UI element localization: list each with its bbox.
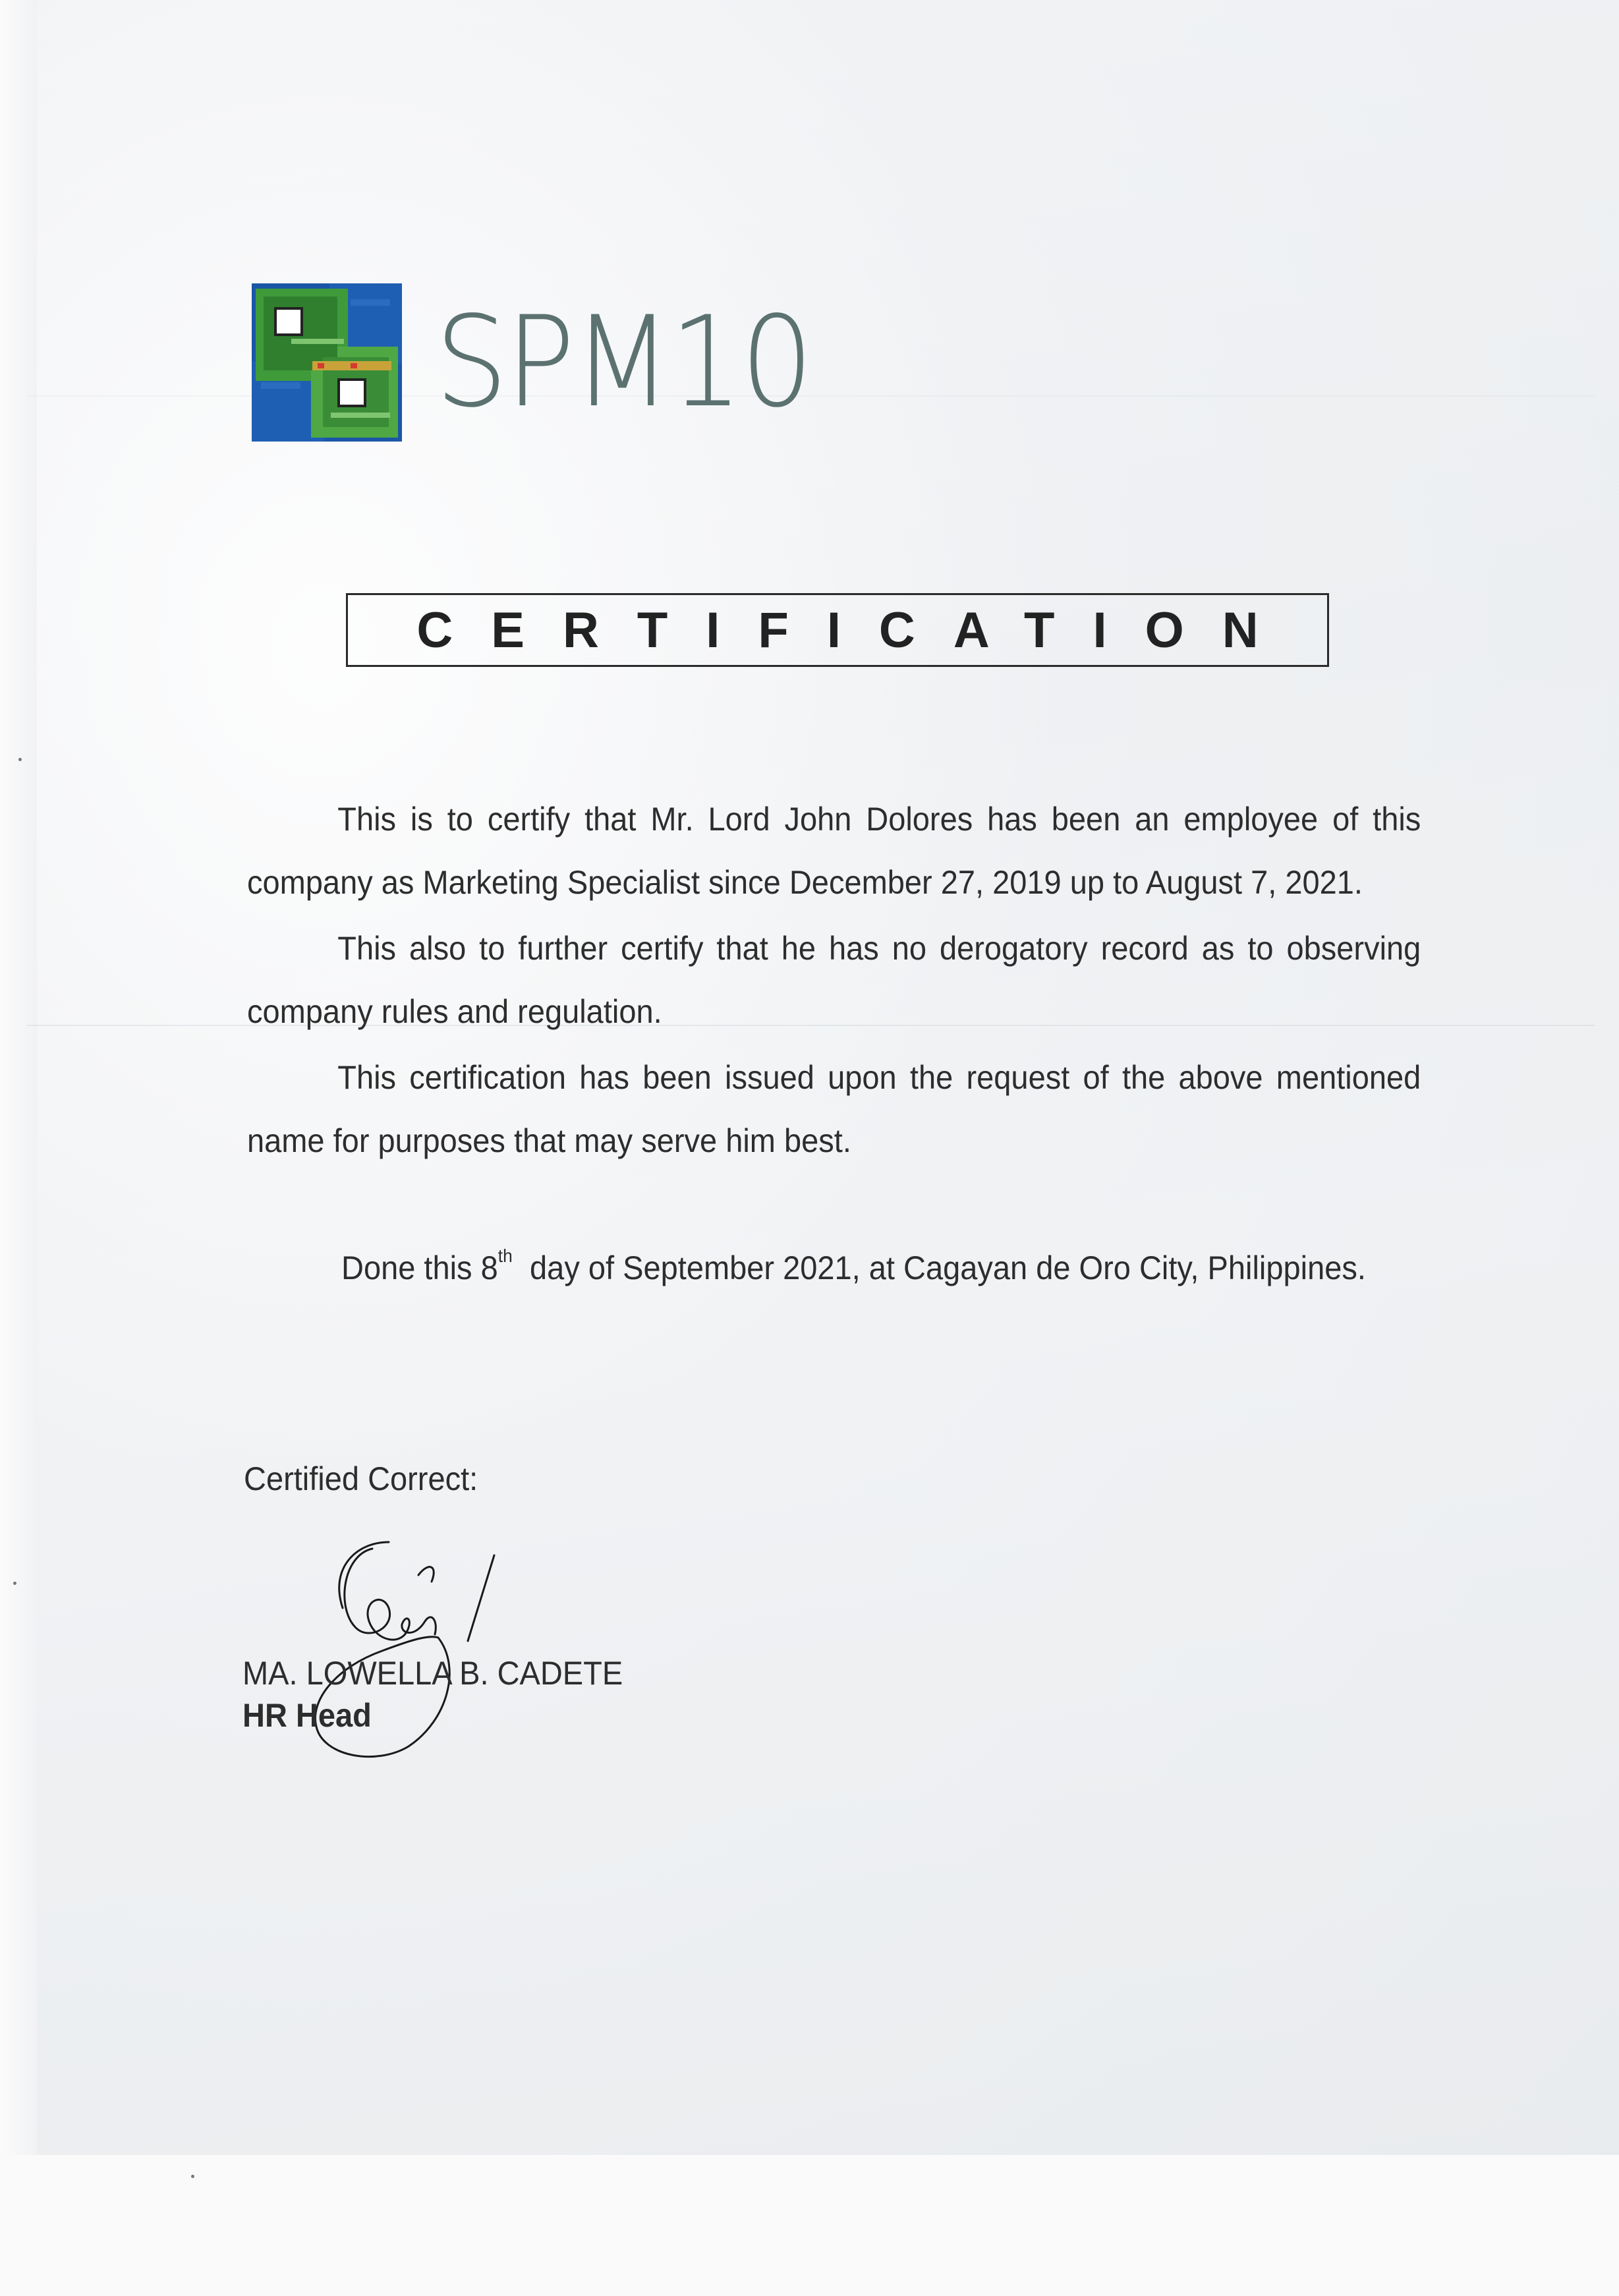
scan-speck: [18, 758, 22, 761]
document-title-box: [346, 593, 1329, 667]
certified-correct-label: Certified Correct:: [244, 1460, 478, 1497]
employment-paragraph: This is to certify that Mr. Lord John Dolores has been an employee of this company as Marketing Specialist since December 27, 2019 up to August 7, 2021.: [247, 801, 1421, 901]
paper-left-edge: [0, 0, 37, 2155]
company-logo: [252, 283, 844, 442]
issue-date-suffix: day of September 2021, at Cagayan de Oro City, Philippines.: [530, 1249, 1366, 1286]
issue-date-ordinal: th: [497, 1246, 513, 1266]
scan-bottom-margin: [0, 2155, 1619, 2296]
issue-date-line: [341, 1246, 1366, 1287]
document-body: [247, 788, 1421, 1175]
scan-speck: [191, 2175, 194, 2178]
issue-date-prefix: Done this 8: [341, 1249, 498, 1286]
scan-speck: [13, 1582, 16, 1585]
company-logo-text: SPM10: [435, 289, 812, 435]
purpose-paragraph: This certification has been issued upon the request of the above mentioned name for purposes that may serve him best.: [247, 1059, 1421, 1159]
conduct-paragraph: This also to further certify that he has no derogatory record as to observing company rules and regulation.: [247, 930, 1421, 1030]
signatory-role: HR Head: [242, 1697, 372, 1734]
circuit-board-logo-icon: [252, 283, 402, 442]
signatory-name: MA. LOWELLA B. CADETE: [242, 1655, 623, 1692]
document-title: CERTIFICATION: [416, 602, 1297, 658]
